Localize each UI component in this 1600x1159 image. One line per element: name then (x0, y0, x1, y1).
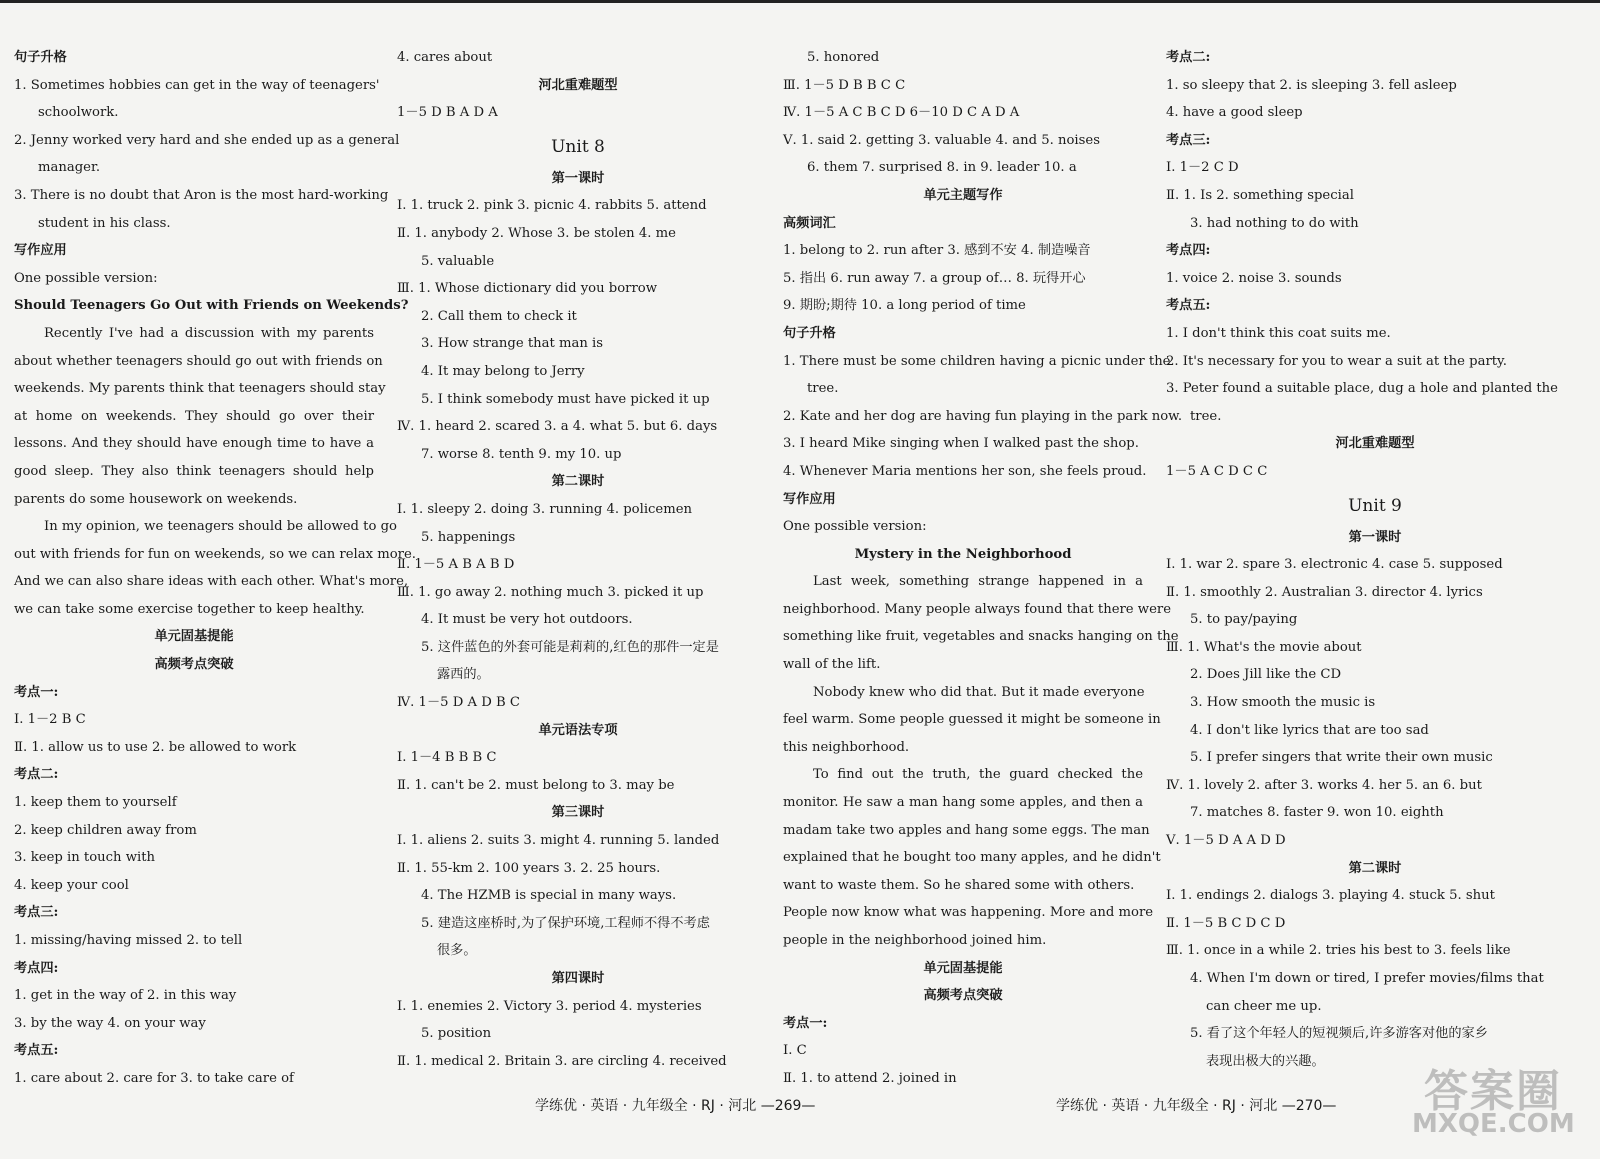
answer-line: 4. cares about (397, 50, 493, 65)
section-title: 第一课时 (1348, 529, 1402, 545)
answer-line: 4. I don't like lyrics that are too sad (1190, 722, 1429, 738)
section-heading: 考点一: (14, 684, 59, 700)
page-footer-270: 学练优 · 英语 · 九年级全 · RJ · 河北 —270— (1056, 1098, 1337, 1114)
answer-line: lessons. And they should have enough time to have a (14, 436, 374, 452)
answer-line: Ⅰ. 1. truck 2. pink 3. picnic 4. rabbits 5. attend (397, 198, 707, 214)
watermark-url: MXQE.COM (1412, 1109, 1575, 1139)
answer-line: Ⅰ. C (783, 1043, 807, 1059)
answer-line: Ⅳ. 1－5 D A D B C (397, 695, 520, 711)
section-title: 第四课时 (551, 971, 605, 986)
answer-line: 5. I prefer singers that write their own music (1190, 750, 1493, 766)
answer-line: 3. How smooth the music is (1190, 695, 1376, 711)
section-title: 高频考点突破 (923, 988, 1003, 1004)
section-heading: 高频词汇 (783, 215, 836, 231)
answer-line: 2. Kate and her dog are having fun playing in the park now. (783, 408, 1183, 424)
answer-line: this neighborhood. (783, 739, 910, 755)
section-title: 单元固基提能 (923, 960, 1003, 976)
answer-line: 5. 建造这座桥时,为了保护环境,工程师不得不考虑 (421, 915, 710, 931)
answer-line: 1. Sometimes hobbies can get in the way of teenagers' (14, 77, 380, 93)
answer-line: 3. had nothing to do with (1190, 215, 1359, 231)
section-heading: 句子升格 (14, 50, 67, 65)
answer-line: 5. 指出 6. run away 7. a group of… 8. 玩得开心 (783, 270, 1086, 286)
answer-line: 5. 看了这个年轻人的短视频后,许多游客对他的家乡 (1190, 1026, 1488, 1042)
answer-line: Ⅲ. 1. go away 2. nothing much 3. picked it up (397, 584, 704, 600)
answer-line: 6. them 7. surprised 8. in 9. leader 10. a (807, 160, 1077, 176)
answer-line: Ⅳ. 1－5 A C B C D 6－10 D C A D A (783, 105, 1020, 121)
answer-line: Recently I've had a discussion with my parents (44, 325, 374, 341)
answer-line: Last week, something strange happened in a (813, 574, 1143, 590)
answer-line: monitor. He saw a man hang some apples, and then a (783, 795, 1143, 811)
answer-line: out with friends for fun on weekends, so we can relax more. (14, 546, 416, 562)
answer-line: 3. by the way 4. on your way (14, 1015, 206, 1031)
section-heading: 考点三: (14, 905, 59, 921)
answer-line: 2. Jenny worked very hard and she ended up as a general (14, 132, 400, 148)
answer-line: 3. keep in touch with (14, 850, 156, 866)
answer-line: To find out the truth, the guard checked the (813, 767, 1143, 783)
answer-column-3 (783, 44, 1183, 1093)
section-title: 第二课时 (551, 474, 605, 490)
answer-line: 5. I think somebody must have picked it up (421, 391, 710, 407)
answer-line: 露西的。 (437, 667, 490, 683)
answer-line: about whether teenagers should go out with friends on (14, 353, 383, 369)
section-heading: 考点二: (14, 767, 59, 783)
answer-line: can cheer me up. (1206, 998, 1322, 1014)
answer-line: Ⅱ. 1. can't be 2. must belong to 3. may be (397, 777, 675, 793)
answer-line: 1. There must be some children having a picnic under the (783, 353, 1171, 369)
answer-line: Ⅰ. 1－2 B C (14, 712, 86, 728)
answer-line: Ⅲ. 1. What's the movie about (1166, 639, 1362, 655)
section-heading: 考点四: (1166, 243, 1211, 259)
answer-line: 5. valuable (421, 253, 495, 269)
answer-line: 4. When I'm down or tired, I prefer movies/films that (1190, 971, 1544, 986)
answer-line: schoolwork. (38, 105, 119, 121)
answer-line: 5. happenings (421, 529, 516, 545)
section-title: Mystery in the Neighborhood (854, 546, 1072, 562)
answer-line: at home on weekends. They should go over their (14, 408, 374, 424)
answer-line: Ⅲ. 1. once in a while 2. tries his best to 3. feels like (1166, 943, 1511, 959)
answer-line: tree. (1190, 408, 1222, 424)
answer-line: 1. so sleepy that 2. is sleeping 3. fell asleep (1166, 77, 1457, 93)
section-title: 单元语法专项 (538, 722, 618, 738)
answer-line: Ⅳ. 1. lovely 2. after 3. works 4. her 5. an 6. but (1166, 777, 1482, 793)
answer-line: people in the neighborhood joined him. (783, 933, 1047, 948)
section-title: 河北重难题型 (1335, 436, 1415, 452)
section-title: Should Teenagers Go Out with Friends on Weekends? (14, 298, 409, 314)
answer-line: 4. It may belong to Jerry (421, 363, 585, 379)
answer-line: 5. 这件蓝色的外套可能是莉莉的,红色的那件一定是 (421, 639, 719, 655)
answer-line: Nobody knew who did that. But it made everyone (813, 684, 1145, 700)
answer-line: Ⅲ. 1. Whose dictionary did you borrow (397, 281, 658, 297)
answer-line: madam take two apples and hang some eggs. The man (783, 822, 1150, 838)
answer-line: Ⅱ. 1. medical 2. Britain 3. are circling 4. received (397, 1053, 727, 1069)
page-footer-269: 学练优 · 英语 · 九年级全 · RJ · 河北 —269— (535, 1098, 816, 1114)
section-title: 高频考点突破 (154, 657, 234, 673)
answer-line: 9. 期盼;期待 10. a long period of time (783, 298, 1026, 314)
answer-line: In my opinion, we teenagers should be allowed to go (44, 519, 397, 535)
answer-line: 4. Whenever Maria mentions her son, she feels proud. (783, 463, 1147, 479)
answer-line: parents do some housework on weekends. (14, 491, 298, 507)
answer-line: Ⅱ. 1. to attend 2. joined in (783, 1070, 957, 1086)
answer-line: 7. matches 8. faster 9. won 10. eighth (1190, 805, 1444, 821)
answer-line: tree. (807, 381, 839, 397)
answer-line: 1. get in the way of 2. in this way (14, 988, 237, 1004)
answer-line: 很多。 (437, 943, 477, 959)
section-heading: 考点四: (14, 960, 59, 976)
section-title: 第二课时 (1348, 860, 1402, 876)
answer-line: 1. keep them to yourself (14, 795, 177, 811)
answer-column-2 (397, 44, 759, 1075)
answer-line: neighborhood. Many people always found that there were (783, 601, 1172, 617)
answer-line: Ⅴ. 1. said 2. getting 3. valuable 4. and 5. noises (783, 132, 1100, 148)
section-title: 单元主题写作 (923, 187, 1003, 203)
answer-line: 4. have a good sleep (1166, 105, 1303, 121)
answer-line: 5. to pay/paying (1190, 612, 1298, 628)
answer-line: 3. There is no doubt that Aron is the most hard-working (14, 187, 389, 203)
answer-line: Ⅱ. 1－5 B C D C D (1166, 915, 1286, 931)
section-heading: 考点一: (783, 1015, 828, 1031)
section-title: 第三课时 (551, 805, 605, 821)
answer-line: we can take some exercise together to keep healthy. (14, 601, 365, 617)
answer-column-4 (1166, 44, 1584, 1075)
answer-line: 1. voice 2. noise 3. sounds (1166, 270, 1342, 286)
answer-line: Ⅰ. 1－4 B B B C (397, 750, 497, 766)
answer-line: 表现出极大的兴趣。 (1206, 1053, 1325, 1069)
section-title: 河北重难题型 (538, 77, 618, 93)
answer-line: Ⅰ. 1－2 C D (1166, 160, 1239, 176)
section-heading: 写作应用 (783, 491, 836, 507)
answer-line: student in his class. (38, 215, 171, 231)
answer-line: 4. keep your cool (14, 877, 129, 893)
unit-title: Unit 9 (1348, 495, 1402, 516)
answer-line: Ⅱ. 1. allow us to use 2. be allowed to work (14, 739, 297, 755)
answer-line: something like fruit, vegetables and snacks hanging on the (783, 629, 1179, 645)
answer-line: 2. It's necessary for you to wear a suit at the party. (1166, 353, 1507, 369)
answer-line: 7. worse 8. tenth 9. my 10. up (421, 446, 622, 462)
top-border-line (0, 0, 1600, 3)
answer-line: Ⅱ. 1. 55-km 2. 100 years 3. 2. 25 hours. (397, 860, 661, 876)
answer-line: 4. It must be very hot outdoors. (421, 612, 633, 628)
watermark-text: 答案圈 (1424, 1066, 1562, 1117)
answer-line: explained that he bought too many apples, and he didn't (783, 850, 1161, 866)
answer-line: Ⅳ. 1. heard 2. scared 3. a 4. what 5. but 6. days (397, 419, 718, 435)
answer-line: 2. Call them to check it (421, 308, 577, 324)
answer-line: Ⅴ. 1－5 D A A D D (1166, 833, 1286, 849)
answer-line: 5. honored (807, 50, 880, 65)
section-title: 单元固基提能 (154, 629, 234, 645)
answer-line: wall of the lift. (783, 657, 881, 673)
answer-line: 1－5 A C D C C (1166, 463, 1268, 479)
answer-line: 2. keep children away from (14, 822, 197, 838)
answer-line: 2. Does Jill like the CD (1190, 667, 1342, 683)
answer-line: manager. (38, 160, 101, 176)
section-heading: 句子升格 (783, 325, 836, 341)
answer-line: People now know what was happening. More and more (783, 905, 1154, 921)
answer-line: 1－5 D B A D A (397, 105, 498, 121)
answer-line: Ⅰ. 1. aliens 2. suits 3. might 4. running 5. landed (397, 833, 720, 849)
answer-line: Ⅱ. 1. smoothly 2. Australian 3. director 4. lyrics (1166, 584, 1483, 600)
answer-line: Ⅰ. 1. endings 2. dialogs 3. playing 4. stuck 5. shut (1166, 888, 1495, 904)
answer-column-1 (14, 44, 416, 1093)
answer-line: Ⅰ. 1. enemies 2. Victory 3. period 4. mysteries (397, 998, 702, 1014)
section-heading: 写作应用 (14, 243, 67, 259)
unit-title: Unit 8 (551, 136, 605, 157)
watermark-logo (1406, 1049, 1586, 1149)
answer-line: One possible version: (783, 519, 927, 535)
answer-line: 4. The HZMB is special in many ways. (421, 888, 677, 904)
answer-line: 1. belong to 2. run after 3. 感到不安 4. 制造噪音 (783, 243, 1091, 259)
section-title: 第一课时 (551, 170, 605, 186)
answer-line: feel warm. Some people guessed it might be someone in (783, 712, 1161, 728)
answer-line: Ⅱ. 1. anybody 2. Whose 3. be stolen 4. me (397, 225, 676, 241)
answer-line: 1. care about 2. care for 3. to take care of (14, 1070, 294, 1086)
answer-line: Ⅲ. 1－5 D B B C C (783, 77, 906, 93)
answer-line: 3. I heard Mike singing when I walked past the shop. (783, 436, 1139, 452)
answer-line: One possible version: (14, 270, 158, 286)
answer-line: 1. missing/having missed 2. to tell (14, 933, 243, 948)
section-heading: 考点五: (14, 1043, 59, 1059)
answer-line: want to waste them. So he shared some with others. (783, 877, 1135, 893)
answer-line: 5. position (421, 1026, 492, 1042)
answer-line: 3. How strange that man is (421, 336, 604, 352)
answer-line: weekends. My parents think that teenagers should stay (14, 381, 386, 397)
answer-line: Ⅱ. 1. Is 2. something special (1166, 187, 1354, 203)
answer-line: Ⅰ. 1. war 2. spare 3. electronic 4. case 5. supposed (1166, 557, 1503, 573)
section-heading: 考点二: (1166, 50, 1211, 65)
answer-line: 3. Peter found a suitable place, dug a hole and planted the (1166, 381, 1558, 397)
section-heading: 考点三: (1166, 132, 1211, 148)
answer-line: 1. I don't think this coat suits me. (1166, 325, 1391, 341)
section-heading: 考点五: (1166, 298, 1211, 314)
answer-line: Ⅰ. 1. sleepy 2. doing 3. running 4. policemen (397, 501, 693, 517)
answer-line: good sleep. They also think teenagers should help (14, 463, 374, 479)
answer-line: And we can also share ideas with each other. What's more, (14, 574, 409, 590)
answer-line: Ⅱ. 1－5 A B A B D (397, 557, 515, 573)
